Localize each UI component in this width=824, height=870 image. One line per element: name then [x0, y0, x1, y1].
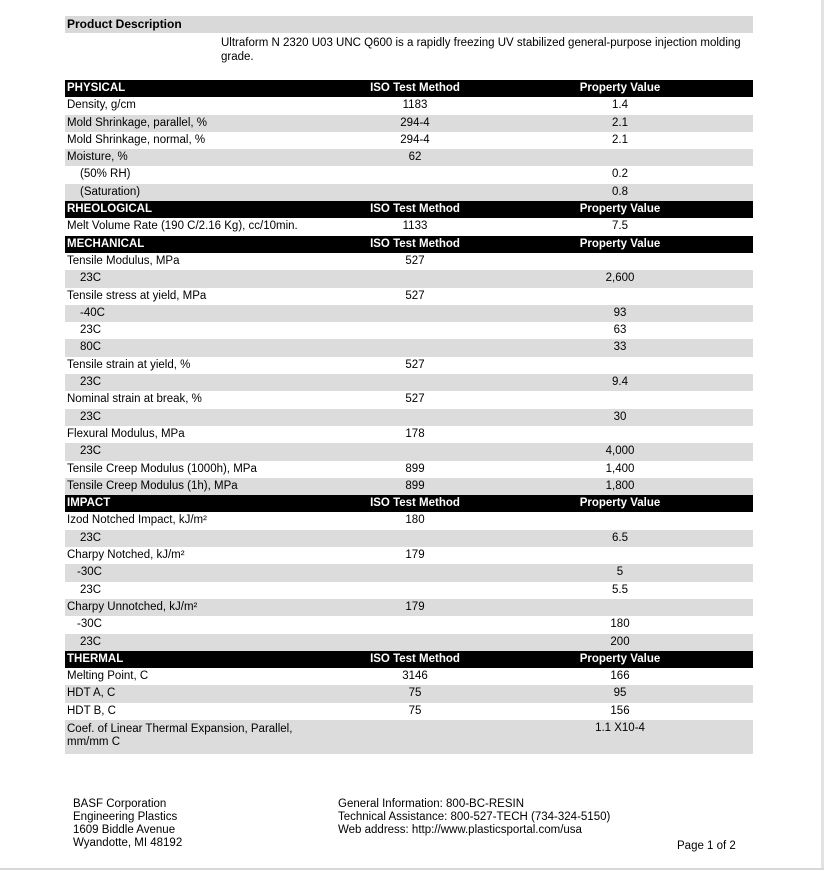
property-value: 1.4: [612, 99, 628, 112]
test-method: 899: [405, 479, 425, 492]
product-description-header: Product Description: [65, 16, 753, 33]
table-row: [65, 582, 753, 599]
table-row: [65, 443, 753, 460]
method-column-header: ISO Test Method: [370, 497, 460, 510]
table-row: [65, 339, 753, 356]
table-row: [65, 478, 753, 495]
table-row: [65, 374, 753, 391]
test-method: 294-4: [400, 116, 430, 129]
property-value: 4,000: [605, 445, 635, 458]
property-value: 1,800: [605, 479, 635, 492]
table-row: [65, 149, 753, 166]
test-method: [350, 720, 480, 722]
table-row: [65, 270, 753, 287]
table-row: [65, 720, 753, 754]
property-label: 23C: [80, 531, 102, 544]
table-row: [65, 461, 753, 478]
property-label: Flexural Modulus, MPa: [67, 427, 185, 440]
section-title: PHYSICAL: [67, 82, 126, 94]
method-column-header: ISO Test Method: [370, 82, 460, 94]
property-label: Tensile strain at yield, %: [67, 358, 191, 371]
footer-contact: [338, 798, 610, 837]
property-value: 2.1: [612, 133, 628, 146]
section-title: THERMAL: [67, 652, 124, 665]
property-value: 1,400: [605, 462, 635, 475]
method-column-header: ISO Test Method: [370, 652, 460, 665]
test-method: 178: [405, 427, 425, 440]
page-number: Page 1 of 2: [677, 840, 736, 852]
test-method: 62: [408, 151, 422, 164]
property-value: 6.5: [612, 531, 628, 544]
table-row: [65, 97, 753, 114]
property-value: 63: [613, 324, 627, 337]
method-column-header: ISO Test Method: [370, 203, 460, 216]
property-label: Density, g/cm: [67, 99, 136, 112]
section-title: IMPACT: [67, 497, 111, 510]
footer-contact-line: Technical Assistance: 800-527-TECH (734-324-5150): [338, 811, 611, 823]
property-label: -40C: [80, 306, 105, 319]
table-row: [65, 391, 753, 408]
property-value: 0.8: [612, 185, 628, 198]
table-row: [65, 305, 753, 322]
property-label: Coef. of Linear Thermal Expansion, Parallel, mm/mm C: [67, 722, 293, 748]
value-column-header: Property Value: [579, 497, 661, 510]
section-header-physical: [65, 80, 753, 97]
table-row: [65, 564, 753, 581]
property-label: 23C: [80, 583, 102, 596]
property-label: Melting Point, C: [67, 670, 149, 683]
property-value: 0.2: [612, 168, 628, 181]
table-row: [65, 288, 753, 305]
section-header-impact: [65, 495, 753, 512]
property-value: 9.4: [612, 376, 628, 389]
test-method: 294-4: [400, 133, 430, 146]
property-label: -30C: [77, 618, 102, 631]
test-method: 75: [408, 704, 422, 717]
test-method: 3146: [402, 670, 428, 683]
test-method: 1133: [402, 220, 428, 233]
property-value: 5: [616, 566, 624, 579]
section-header-rheological: [65, 201, 753, 218]
table-row: [65, 409, 753, 426]
table-row: [65, 426, 753, 443]
test-method: 527: [405, 393, 425, 406]
table-row: [65, 132, 753, 149]
section-title: RHEOLOGICAL: [67, 203, 152, 216]
footer-address-line: 1609 Biddle Avenue: [73, 824, 176, 836]
section-title: MECHANICAL: [67, 237, 145, 250]
footer-contact-line: General Information: 800-BC-RESIN: [338, 798, 524, 810]
table-row: [65, 599, 753, 616]
test-method: 179: [405, 600, 425, 613]
property-label: 23C: [80, 324, 102, 337]
test-method: 180: [405, 514, 425, 527]
property-value: 156: [610, 704, 630, 717]
property-value: 200: [610, 635, 630, 648]
footer-contact-line: Web address: http://www.plasticsportal.com/usa: [338, 824, 582, 836]
property-label: 23C: [80, 445, 102, 458]
property-label: (Saturation): [80, 185, 141, 198]
property-value: 5.5: [612, 583, 628, 596]
value-column-header: Property Value: [579, 652, 661, 665]
property-label: Nominal strain at break, %: [67, 393, 202, 406]
test-method: 527: [405, 289, 425, 302]
table-row: [65, 166, 753, 183]
table-row: [65, 668, 753, 685]
property-value: 166: [610, 670, 630, 683]
property-value: 30: [613, 410, 627, 423]
property-label: -30C: [77, 566, 102, 579]
test-method: 899: [405, 462, 425, 475]
method-column-header: ISO Test Method: [370, 237, 460, 250]
properties-table: [65, 80, 753, 754]
property-value: 2.1: [612, 116, 628, 129]
section-header-mechanical: [65, 236, 753, 253]
test-method: 75: [408, 687, 422, 700]
test-method: 1183: [402, 99, 428, 112]
property-label: Mold Shrinkage, normal, %: [67, 133, 206, 146]
property-label: Mold Shrinkage, parallel, %: [67, 116, 207, 129]
property-label: 23C: [80, 410, 102, 423]
footer-address-line: Engineering Plastics: [73, 811, 178, 823]
table-row: [65, 357, 753, 374]
property-label: Charpy Unnotched, kJ/m²: [67, 600, 198, 613]
table-row: [65, 218, 753, 235]
table-row: [65, 703, 753, 720]
property-label: 23C: [80, 376, 102, 389]
property-label: 23C: [80, 635, 102, 648]
table-row: [65, 115, 753, 132]
property-label: (50% RH): [80, 168, 131, 181]
table-row: [65, 512, 753, 529]
table-row: [65, 253, 753, 270]
table-row: [65, 685, 753, 702]
table-row: [65, 184, 753, 201]
footer-address: [73, 798, 182, 850]
property-value: 7.5: [612, 220, 628, 233]
property-label: Tensile Creep Modulus (1h), MPa: [67, 479, 238, 492]
table-row: [65, 322, 753, 339]
property-label: Melt Volume Rate (190 C/2.16 Kg), cc/10min.: [67, 220, 298, 233]
test-method: 527: [405, 358, 425, 371]
property-label: 80C: [80, 341, 102, 354]
value-column-header: Property Value: [579, 82, 661, 94]
property-label: HDT A, C: [67, 687, 116, 700]
property-label: Tensile Creep Modulus (1000h), MPa: [67, 462, 257, 475]
property-label: Tensile Modulus, MPa: [67, 254, 180, 267]
property-value: 2,600: [605, 272, 635, 285]
value-column-header: Property Value: [579, 203, 661, 216]
footer-address-line: Wyandotte, MI 48192: [73, 837, 183, 849]
value-column-header: Property Value: [579, 237, 661, 250]
property-label: Tensile stress at yield, MPa: [67, 289, 207, 302]
footer-address-line: BASF Corporation: [73, 798, 167, 810]
property-label: Charpy Notched, kJ/m²: [67, 549, 185, 562]
property-value: 1.1 X10-4: [595, 721, 645, 734]
test-method: 179: [405, 549, 425, 562]
property-label: Moisture, %: [67, 151, 128, 164]
property-label: HDT B, C: [67, 704, 116, 717]
product-description-text: Ultraform N 2320 U03 UNC Q600 is a rapidly freezing UV stabilized general-purpose injection molding grade.: [221, 37, 741, 63]
property-value: 93: [613, 306, 627, 319]
table-row: [65, 547, 753, 564]
property-label: Izod Notched Impact, kJ/m²: [67, 514, 207, 527]
property-value: 180: [610, 618, 630, 631]
property-value: 33: [613, 341, 627, 354]
property-label: 23C: [80, 272, 102, 285]
test-method: 527: [405, 254, 425, 267]
table-row: [65, 530, 753, 547]
table-row: [65, 616, 753, 633]
section-header-thermal: [65, 651, 753, 668]
property-value: 95: [613, 687, 627, 700]
table-row: [65, 634, 753, 651]
